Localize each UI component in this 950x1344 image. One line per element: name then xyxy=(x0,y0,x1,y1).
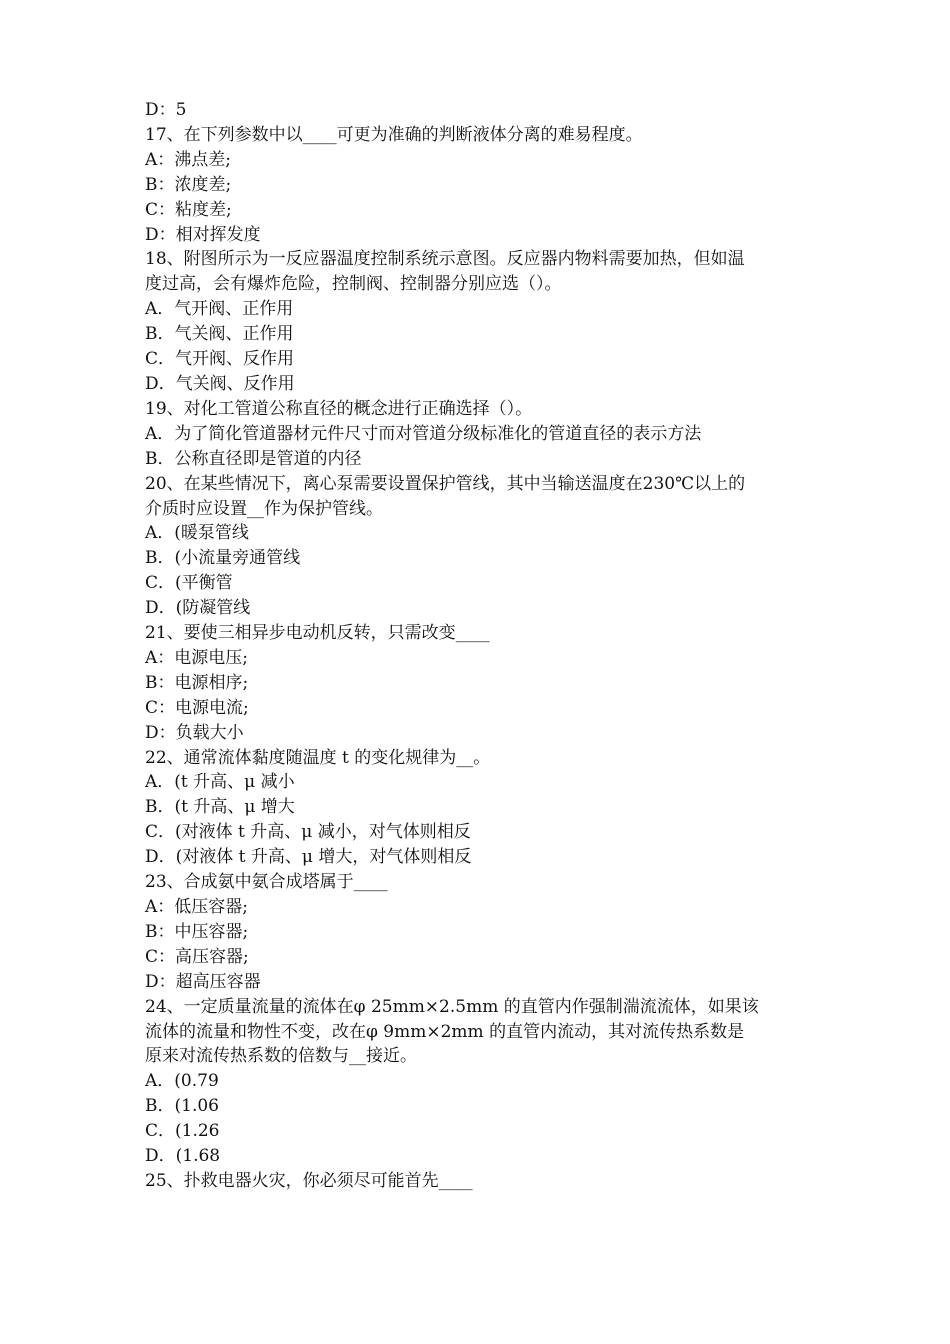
option-c-21: C：电源电流; xyxy=(145,697,249,718)
option-d-24: D．(1.68 xyxy=(145,1146,221,1167)
option-a-17: A：沸点差; xyxy=(145,149,232,170)
option-a-23: A：低压容器; xyxy=(145,897,249,917)
option-d-16: D：5 xyxy=(145,100,187,120)
option-c-20: C．(平衡管 xyxy=(145,573,233,594)
option-c-22: C．(对液体 t 升高、μ 减小，对气体则相反 xyxy=(145,822,471,843)
option-c-18: C．气开阀、反作用 xyxy=(145,349,295,370)
question-19: 19、对化工管道公称直径的概念进行正确选择（）。 xyxy=(145,398,533,419)
option-b-24: B．(1.06 xyxy=(145,1096,219,1117)
option-d-23: D：超高压容器 xyxy=(145,971,261,992)
document-page xyxy=(145,98,825,1194)
option-b-20: B．(小流量旁通管线 xyxy=(145,548,301,569)
question-18-line-1: 18、附图所示为一反应器温度控制系统示意图。反应器内物料需要加热，但如温 xyxy=(145,249,745,270)
option-c-17: C：粘度差; xyxy=(145,199,232,220)
option-b-18: B．气关阀、正作用 xyxy=(145,324,294,345)
option-c-24: C．(1.26 xyxy=(145,1121,220,1142)
option-a-18: A．气开阀、正作用 xyxy=(145,299,294,320)
question-20-line-1: 20、在某些情况下，离心泵需要设置保护管线，其中当输送温度在230℃以上的 xyxy=(145,473,746,494)
option-b-22: B．(t 升高、μ 增大 xyxy=(145,797,295,818)
option-b-19: B．公称直径即是管道的内径 xyxy=(145,448,362,469)
option-a-24: A．(0.79 xyxy=(145,1071,219,1092)
option-d-22: D．(对液体 t 升高、μ 增大，对气体则相反 xyxy=(145,847,472,868)
option-d-21: D：负载大小 xyxy=(145,722,244,743)
option-d-17: D：相对挥发度 xyxy=(145,224,261,245)
option-b-23: B：中压容器; xyxy=(145,921,249,942)
option-c-23: C：高压容器; xyxy=(145,946,249,967)
option-a-22: A．(t 升高、μ 减小 xyxy=(145,772,295,793)
question-24-line-1: 24、一定质量流量的流体在φ 25mm×2.5mm 的直管内作强制湍流流体，如果该 xyxy=(145,996,759,1017)
question-23: 23、合成氨中氨合成塔属于____ xyxy=(145,872,388,893)
option-d-18: D．气关阀、反作用 xyxy=(145,373,295,394)
option-a-20: A．(暖泵管线 xyxy=(145,523,249,544)
question-20-line-2: 介质时应设置__作为保护管线。 xyxy=(145,498,383,519)
option-b-17: B：浓度差; xyxy=(145,174,232,195)
question-21: 21、要使三相异步电动机反转，只需改变____ xyxy=(145,623,490,644)
option-d-20: D．(防凝管线 xyxy=(145,598,251,619)
question-25: 25、扑救电器火灾，你必须尽可能首先____ xyxy=(145,1170,473,1191)
question-22: 22、通常流体黏度随温度 t 的变化规律为__。 xyxy=(145,747,491,768)
option-b-21: B：电源相序; xyxy=(145,672,249,693)
option-a-19: A．为了简化管道器材元件尺寸而对管道分级标准化的管道直径的表示方法 xyxy=(145,423,702,444)
question-18-line-2: 度过高，会有爆炸危险，控制阀、控制器分别应选（）。 xyxy=(145,274,562,295)
question-17: 17、在下列参数中以____可更为准确的判断液体分离的难易程度。 xyxy=(145,124,643,145)
question-24-line-3: 原来对流传热系数的倍数与__接近。 xyxy=(145,1046,417,1067)
question-24-line-2: 流体的流量和物性不变，改在φ 9mm×2mm 的直管内流动，其对流传热系数是 xyxy=(145,1021,745,1042)
option-a-21: A：电源电压; xyxy=(145,647,249,668)
